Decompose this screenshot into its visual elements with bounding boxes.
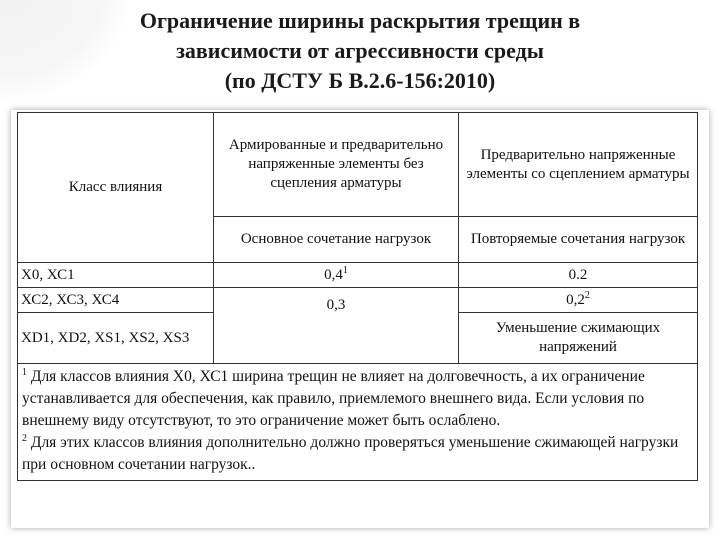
title-line-3: (по ДСТУ Б В.2.6-156:2010) bbox=[224, 68, 496, 93]
title-line-2: зависимости от агрессивности среды bbox=[176, 38, 544, 63]
footnote-2: $^2$ Для этих классов влияния дополнительно должно проверяться уменьшение сжимающей нагрузки при основном сочетании нагрузок.. bbox=[22, 432, 679, 473]
header-exposure-class: Класс влияния bbox=[18, 113, 214, 263]
footnote-1: $^1$ Для классов влияния Х0, ХС1 ширина трещин не влияет на долговечность, а их ограничение устанавливается для обеспечения, как правило, приемлемого внешнего вида. Если условия по внешнему виду отсутствуют, то это ограничение может быть ослаблено. bbox=[22, 366, 645, 429]
footnotes bbox=[18, 364, 698, 481]
row-value-bonded: Уменьшение сжимающих напряжений bbox=[459, 313, 698, 364]
footnote-ref: 2 bbox=[584, 289, 590, 301]
header-bonded-elements: Предварительно напряженные элементы со сцеплением арматуры bbox=[459, 113, 698, 217]
row-class: Х0, ХС1 bbox=[18, 263, 214, 288]
row-value-bonded: $0,2^2$ bbox=[459, 288, 698, 313]
row-value-unbonded: $0,4^1$ bbox=[214, 263, 459, 288]
table-row bbox=[18, 263, 698, 288]
slide-title bbox=[0, 6, 720, 96]
subheader-basic-combination: Основное сочетание нагрузок bbox=[214, 217, 459, 263]
crack-width-table bbox=[17, 112, 698, 481]
title-line-1: Ограничение ширины раскрытия трещин в bbox=[139, 8, 581, 33]
subheader-frequent-combination: Повторяемые сочетания нагрузок bbox=[459, 217, 698, 263]
footnotes-row bbox=[18, 364, 698, 481]
table-row bbox=[18, 288, 698, 313]
row-value-bonded: 0.2 bbox=[459, 263, 698, 288]
footnote-ref: 1 bbox=[342, 264, 348, 276]
header-unbonded-elements: Армированные и предварительно напряженные элементы без сцепления арматуры bbox=[214, 113, 459, 217]
row-class: XD1, XD2, XS1, XS2, XS3 bbox=[18, 313, 214, 364]
merged-value-unbonded: 0,3 bbox=[214, 288, 459, 364]
row-class: ХС2, ХС3, ХС4 bbox=[18, 288, 214, 313]
